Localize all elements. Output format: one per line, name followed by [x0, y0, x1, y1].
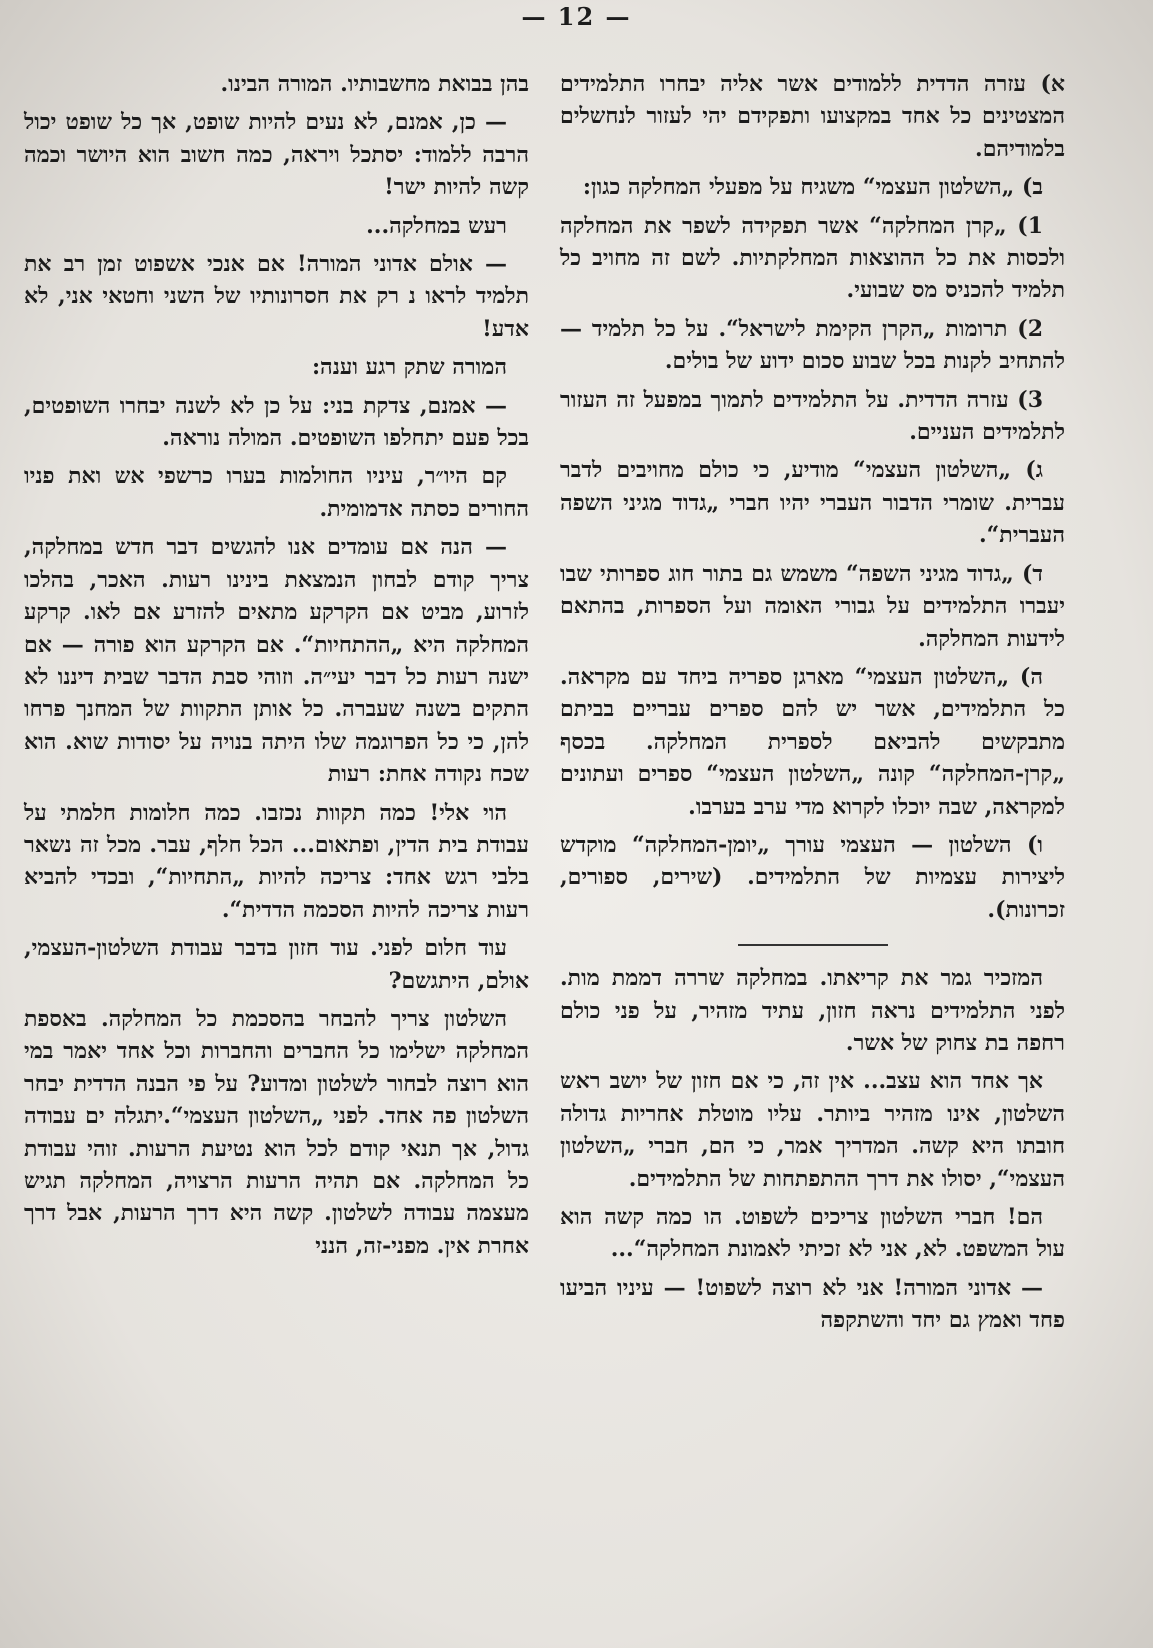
- paragraph: ג) „השלטון העצמי“ מודיע, כי כולם מחויבים לדבר עברית. שומרי הדבור העברי יהיו חברי „גדוד מגיני השפה העברית“.: [560, 457, 1065, 549]
- paragraph: 1) „קרן המחלקה“ אשר תפקידה לשפר את המחלקה ולכסות את כל ההוצאות המחלקתיות. לשם זה מחויב כל תלמיד להכניס מס שבועי.: [560, 212, 1065, 304]
- paragraph: ד) „גדוד מגיני השפה“ משמש גם בתור חוג ספרותי שבו יעברו התלמידים על גבורי האומה ועל הספרות, בהתאם לידעות המחלקה.: [560, 560, 1065, 652]
- page-number: — 12 —: [521, 2, 632, 31]
- paragraph: — הנה אם עומדים אנו להגשים דבר חדש במחלקה, צריך קודם לבחון הנמצאת בינינו רעות. האכר, בהלכו לזרוע, מביט אם הקרקע מתאים להזרע אם לאו. קרקע המחלקה היא „ההתחיות“. אם הקרקע הוא פורה — אם ישנה רעות כל דבר יעי״ה. וזוהי סבת הדבר שבית דיננו לא התקים בשנה שעברה. כל אותן התקוות של המחנך פרחו להן, כי כל הפרוגמה שלו היתה בנויה על יסודות שוא. הוא שכח נקודה אחת: רעות: [24, 534, 529, 788]
- paragraph: עוד חלום לפני. עוד חזון בדבר עבודת השלטון-העצמי, אולם, היתגשם?: [24, 935, 529, 994]
- paragraph: 2) תרומות „הקרן הקימת לישראל“. על כל תלמיד — להתחיב לקנות בכל שבוע סכום ידוע של בולים.: [560, 315, 1065, 375]
- paragraph: — אמנם, צדקת בני: על כן לא לשנה יבחרו השופטים, בכל פעם יתחלפו השופטים. המולה נוראה.: [24, 392, 529, 452]
- paragraph: ו) השלטון — העצמי עורך „יומן-המחלקה“ מוקדש ליצירות עצמיות של התלמידים. (שירים, ספורים, זכרונות).: [560, 831, 1065, 923]
- right-column: [560, 68, 1065, 1343]
- left-column: [24, 68, 529, 1268]
- paragraph: המורה שתק רגע וענה:: [311, 354, 507, 381]
- paragraph: המזכיר גמר את קריאתו. במחלקה שררה דממת מות. לפני התלמידים נראה חזון, עתיד מזהיר, על פני כולם רחפה בת צחוק של אשר.: [560, 965, 1065, 1056]
- paragraph: בהן בבואת מחשבותיו. המורה הבינו.: [220, 71, 529, 97]
- paragraph: רעש במחלקה...: [366, 212, 507, 239]
- paragraph: ה) „השלטון העצמי“ מארגן ספריה ביחד עם מקראה. כל התלמידים, אשר יש להם ספרים עבריים בביתם מתבקשים להביאם לספרית המחלקה. בכסף „קרן-המחלקה“ קונה „השלטון העצמי“ ספרים ועתונים למקראה, שבה יוכלו לקרוא מדי ערב בערבו.: [560, 663, 1065, 820]
- paragraph: 3) עזרה הדדית. על התלמידים לתמוך במפעל זה העזור לתלמידים העניים.: [560, 386, 1065, 446]
- paragraph: ב) „השלטון העצמי“ משגיח על מפעלי המחלקה כגון:: [582, 174, 1043, 201]
- paragraph: קם היו״ר, עיניו החולמות בערו כרשפי אש ואת פניו החורים כסתה אדמומית.: [24, 463, 529, 522]
- paragraph: — כן, אמנם, לא נעים להיות שופט, אך כל שופט יכול הרבה ללמוד: יסתכל ויראה, כמה חשוב הוא היושר וכמה קשה להיות ישר!: [24, 109, 529, 201]
- section-divider: [738, 944, 888, 946]
- paragraph: — אדוני המורה! אני לא רוצה לשפוט! — עיניו הביעו פחד ואמץ גם יחד והשתקפה: [560, 1274, 1065, 1334]
- paragraph: א) עזרה הדדית ללמודים אשר אליה יבחרו התלמידים המצטינים כל אחד במקצועו ותפקידם יהי לעזור לנחשלים בלמודיהם.: [560, 71, 1065, 162]
- paragraph: השלטון צריך להבחר בהסכמת כל המחלקה. באספת המחלקה ישלימו כל החברים והחברות וכל אחד יאמר במי הוא רוצה לבחור לשלטון ומדוע? על פי הבנה הדדית יבחר השלטון פה אחד. לפני „השלטון העצמי“.יתגלה ים עבודה גדול, אך תנאי קודם לכל הוא נטיעת הרעות. זוהי עבודת כל המחלקה. אם תהיה הרעות הרצויה, המחלקה תגיש מעצמה עבודה לשלטון. קשה היא דרך הרעות, אבל דרך אחרת אין. מפני-זה, הנני: [24, 1005, 529, 1259]
- paragraph: הם! חברי השלטון צריכים לשפוט. הו כמה קשה הוא עול המשפט. לא, אני לא זכיתי לאמונת המחלקה“...: [560, 1204, 1065, 1263]
- paragraph: הוי אלי! כמה תקוות נכזבו. כמה חלומות חלמתי על עבודת בית הדין, ופתאום... הכל חלף, עבר. מכל זה נשאר בלבי רגש אחד: צריכה להיות „התחיות“, ובכדי להביא רעות צריכה להיות הסכמה הדדית“.: [24, 799, 529, 923]
- paragraph: אך אחד הוא עצב... אין זה, כי אם חזון של יושב ראש השלטון, אינו מזהיר ביותר. עליו מוטלת אחריות גדולה חובתו היא קשה. המדריך אמר, כי הם, חברי „השלטון העצמי“, יסולו את דרך ההתפתחות של התלמידים.: [560, 1068, 1065, 1192]
- paragraph: — אולם אדוני המורה! אם אנכי אשפוט זמן רב את תלמיד לראו נ רק את חסרונותיו של השני וחטאי אני, לא אדע!: [24, 251, 529, 342]
